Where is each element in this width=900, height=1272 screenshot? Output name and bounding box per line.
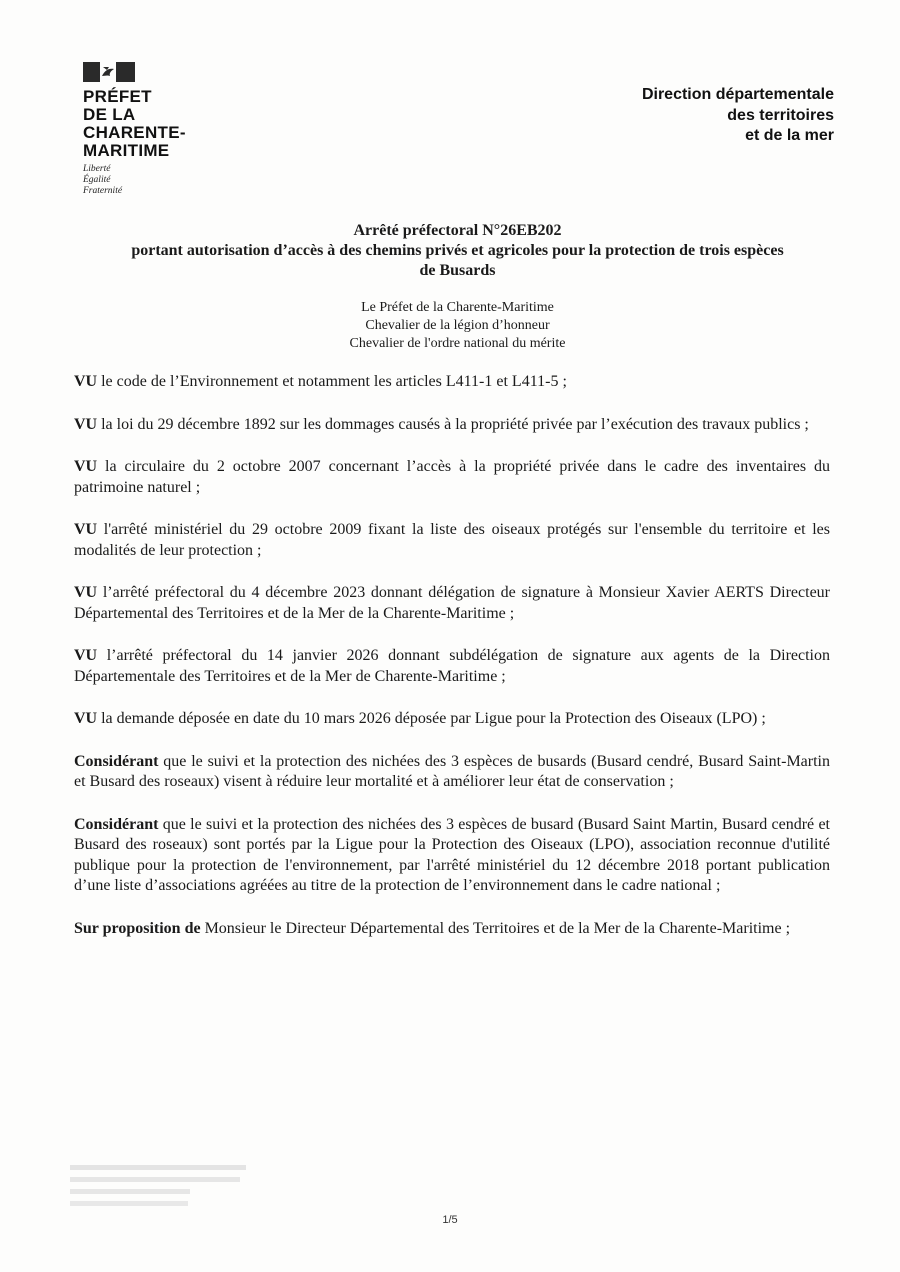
prefecture-name-line: DE LA [83, 105, 136, 124]
recital-paragraph [74, 646, 830, 687]
republic-motto [83, 164, 243, 197]
recital-paragraph [74, 415, 830, 436]
prefecture-name [83, 88, 243, 160]
recital-lead: VU [74, 647, 98, 664]
motto-line: Égalité [83, 175, 111, 185]
prefecture-logo [83, 62, 243, 197]
recital-lead: VU [74, 373, 98, 390]
recital-text: l’arrêté préfectoral du 4 décembre 2023 donnant délégation de signature à Monsieur Xavier AERTS Directeur Départemental des Territoires et de la Mer de la Charente-Maritime ; [74, 584, 830, 622]
title-line: Arrêté préfectoral N°26EB202 [353, 222, 562, 239]
prefet-line: Chevalier de l'ordre national du mérite [349, 336, 566, 351]
title-line: portant autorisation d’accès à des chemins privés et agricoles pour la protection de trois espèces [131, 242, 784, 259]
page-number: 1/5 [442, 1214, 458, 1226]
motto-line: Liberté [83, 164, 111, 174]
proposition-lead: Sur proposition de [74, 919, 201, 937]
recital-paragraph [74, 520, 830, 561]
considerant-lead: Considérant [74, 752, 159, 770]
prefet-titles [70, 299, 845, 353]
recital-text: la loi du 29 décembre 1892 sur les dommages causés à la propriété privée par l’exécution des travaux publics ; [97, 415, 809, 433]
recital-paragraph [74, 457, 830, 498]
document-body [74, 372, 830, 961]
recital-lead: VU [74, 584, 98, 601]
recital-paragraph [74, 583, 830, 624]
recital-lead: VU [74, 415, 98, 433]
recital-lead: VU [74, 710, 98, 727]
illegible-address-marks [70, 1163, 250, 1215]
recital-text: la circulaire du 2 octobre 2007 concernant l’accès à la propriété privée dans le cadre des inventaires du patrimoine naturel ; [74, 458, 830, 496]
considerant-text: que le suivi et la protection des nichées des 3 espèces de busards (Busard cendré, Busard Saint-Martin et Busard des roseaux) visent à réduire leur mortalité et à améliorer leur état de conservation ; [74, 752, 830, 790]
considerant-paragraph [74, 815, 830, 897]
recital-text: la demande déposée en date du 10 mars 2026 déposée par Ligue pour la Protection des Oiseaux (LPO) ; [97, 710, 766, 727]
recital-paragraph [74, 372, 830, 393]
prefet-line: Chevalier de la légion d’honneur [365, 318, 550, 333]
recital-paragraph [74, 709, 830, 730]
footer-address-faint [70, 1163, 250, 1218]
considerant-paragraph [74, 752, 830, 793]
recital-text: l’arrêté préfectoral du 14 janvier 2026 donnant subdélégation de signature aux agents de la Direction Départementale des Territoires et de la Mer de Charente-Maritime ; [74, 647, 830, 685]
direction-line: et de la mer [745, 127, 834, 144]
marianne-emblem-icon [83, 62, 135, 82]
considerant-text: que le suivi et la protection des nichées des 3 espèces de busard (Busard Saint Martin, Busard cendré et Busard des roseaux) sont portés par la Ligue pour la Protection des Oiseaux (LPO), association reconnue d'utilité publique pour la protection de l'environnement, par l'arrêté ministériel du 12 décembre 2018 portant publication d’une liste d’associations agréées au titre de la protection de l’environnement dans le cadre national ; [74, 815, 830, 894]
proposition-paragraph [74, 919, 830, 940]
prefecture-name-line: CHARENTE- [83, 123, 186, 142]
prefet-line: Le Préfet de la Charente-Maritime [361, 300, 554, 315]
considerant-lead: Considérant [74, 815, 159, 833]
recital-text: le code de l’Environnement et notamment les articles L411-1 et L411-5 ; [97, 373, 567, 390]
issuing-direction [642, 85, 834, 147]
direction-line: des territoires [727, 106, 834, 124]
motto-line: Fraternité [83, 186, 123, 196]
prefecture-name-line: PRÉFET [83, 87, 152, 106]
recital-text: l'arrêté ministériel du 29 octobre 2009 fixant la liste des oiseaux protégés sur l'ensemble du territoire et les modalités de leur protection ; [74, 521, 830, 559]
proposition-text: Monsieur le Directeur Départemental des Territoires et de la Mer de la Charente-Maritime ; [200, 919, 791, 937]
prefecture-name-line: MARITIME [83, 141, 170, 160]
title-line: de Busards [419, 262, 496, 279]
recital-lead: VU [74, 521, 98, 538]
recital-lead: VU [74, 458, 98, 475]
document-title [70, 221, 845, 281]
direction-line: Direction départementale [641, 86, 834, 103]
